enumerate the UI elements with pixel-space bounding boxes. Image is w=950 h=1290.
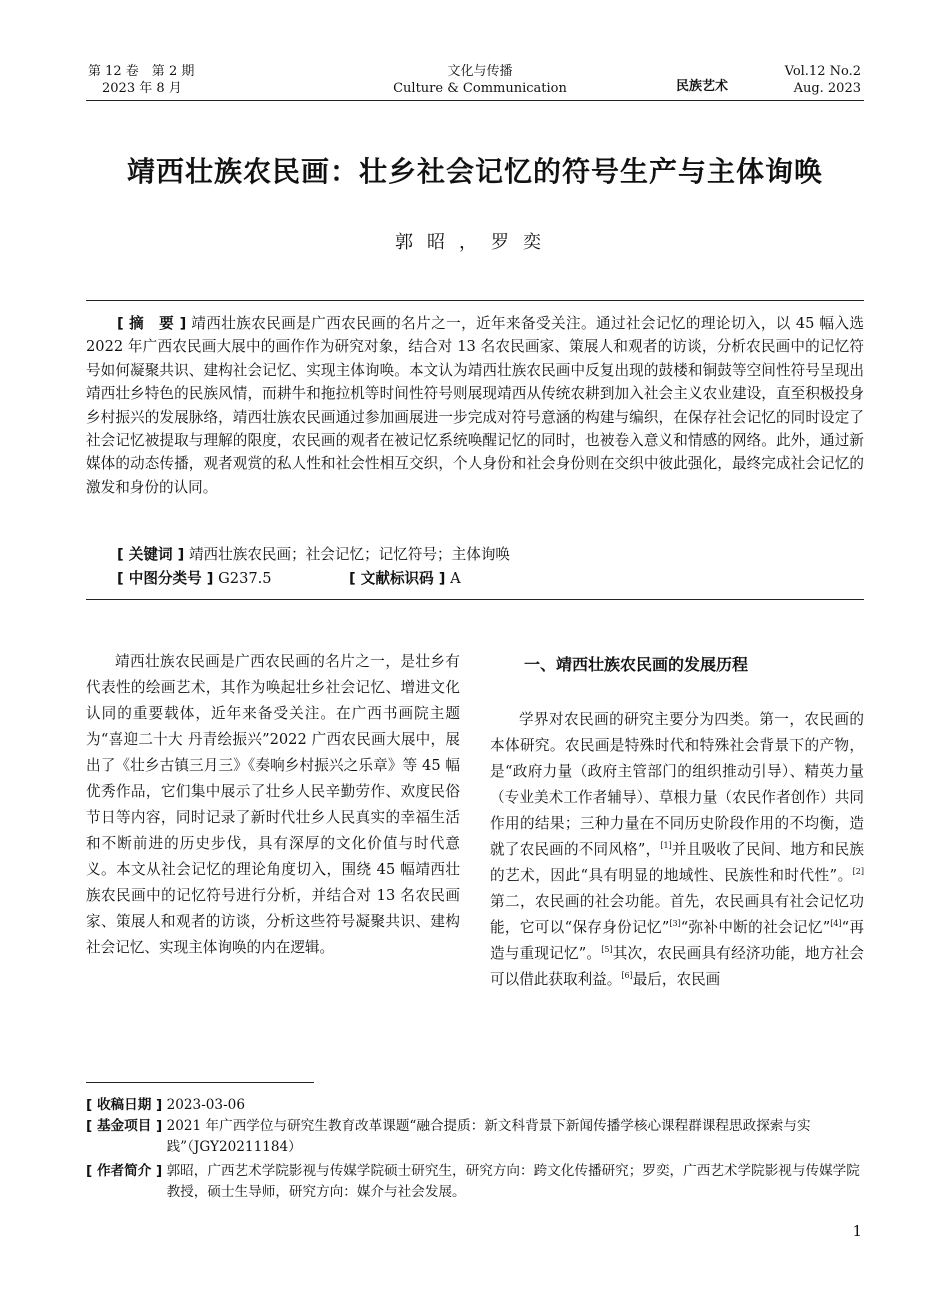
fund-value: 2021 年广西学位与研究生教育改革课题“融合提质：新文科背景下新闻传播学核心课程群课程思政探索与实践”（JGY20211184） [166,1118,811,1155]
clc-label: [ 中图分类号 ] [117,570,214,587]
author-bio-value: 郭昭，广西艺术学院影视与传媒学院硕士研究生，研究方向：跨文化传播研究；罗奕，广西艺术学院影视与传媒学院教授，硕士生导师，研究方向：媒介与社会发展。 [166,1163,860,1200]
intro-paragraph: 靖西壮族农民画是广西农民画的名片之一，是壮乡有代表性的绘画艺术，其作为唤起壮乡社会记忆、增进文化认同的重要载体，近年来备受关注。在广西书画院主题为“喜迎二十大 丹青绘振兴”2022 广西农民画大展中，展出了《壮乡古镇三月三》《奏响乡村振兴之乐章》等 45 幅优秀作品，它们集中展示了壮乡人民辛勤劳作、欢度民俗节日等内容，同时记录了新时代壮乡人民真实的幸福生活和不断前进的历史步伐，具有深厚的文化价值与时代意义。本文从社会记忆的理论角度切入，围绕 45 幅靖西壮族农民画中的记忆符号进行分析，并结合对 13 名农民画家、策展人和观者的访谈，分析这些符号凝聚共识、建构社会记忆、实现主体询唤的内在逻辑。 [86,653,460,956]
abstract-label: [ 摘 要 ] [117,315,187,332]
review-text-7: 最后，农民画 [632,971,721,988]
paper-title: 靖西壮族农民画：壮乡社会记忆的符号生产与主体询唤 [126,155,823,188]
volume-en-text: Vol.12 No.2 [784,64,861,79]
footnote-author [86,1161,864,1203]
date-en-text: Aug. 2023 [793,81,861,96]
footnote-fund [86,1116,864,1158]
volume-issue-text: 第 12 卷 第 2 期 [88,64,195,79]
doc-code-value: A [450,570,461,587]
review-text-2: 并且吸收了民间、地方和民族的艺术，因此“具有明显的地域性、民族性和时代性”。 [490,841,864,884]
author-bio-label: [ 作者简介 ] [86,1163,163,1179]
header-rule [86,100,864,101]
keywords [117,543,510,566]
review-text-3: 第二，农民画的社会功能。首先，农民画具有社会记忆功能，它可以“保存身份记忆” [490,893,864,936]
clc-value: G237.5 [218,570,272,587]
paper-authors: 郭昭，罗奕 [395,232,555,253]
journal-name-en: Culture & Communication [393,81,567,96]
received-label: [ 收稿日期 ] [86,1097,163,1113]
citation-6: [6] [621,971,633,981]
page-number: 1 [852,1222,862,1240]
abstract-top-rule [86,300,864,301]
section-heading: 一、靖西壮族农民画的发展历程 [524,655,749,674]
journal-name-cn: 文化与传播 [447,64,513,79]
doc-code-label: [ 文献标识码 ] [349,570,446,587]
literature-review-paragraph [490,707,864,993]
fund-label: [ 基金项目 ] [86,1118,163,1134]
citation-5: [5] [601,945,613,955]
citation-1: [1] [660,841,672,851]
received-value: 2023-03-06 [166,1097,245,1113]
abstract [86,312,864,499]
keywords-label: [ 关键词 ] [117,546,185,563]
review-text-1: 学界对农民画的研究主要分为四类。第一，农民画的本体研究。农民画是特殊时代和特殊社会背景下的产物，是“政府力量（政府主管部门的组织推动引导）、精英力量（专业美术工作者辅导）、草根力量（农民作者创作）共同作用的结果；三种力量在不同历史阶段作用的不均衡，造就了农民画的不同风格”， [490,711,864,858]
abstract-text: 靖西壮族农民画是广西农民画的名片之一，近年来备受关注。通过社会记忆的理论切入，以 45 幅入选 2022 年广西农民画大展中的画作作为研究对象，结合对 13 名农民画家、策展人和观者的访谈，分析农民画中的记忆符号如何凝聚共识、建构社会记忆、实现主体询唤。本文认为靖西壮族农民画中反复出现的鼓楼和铜鼓等空间性符号呈现出靖西壮乡特色的民族风情，而耕牛和拖拉机等时间性符号则展现靖西从传统农耕到加入社会主义农业建设，直至积极投身乡村振兴的发展脉络，靖西壮族农民画通过参加画展进一步完成对符号意涵的构建与编织，在保存社会记忆的同时设定了社会记忆被提取与理解的限度，农民画的观者在被记忆系统唤醒记忆的同时，也被卷入意义和情感的网络。此外，通过新媒体的动态传播，观者观赏的私人性和社会性相互交织，个人身份和社会身份则在交织中彼此强化，最终完成社会记忆的激发和身份的认同。 [86,315,864,496]
citation-4: [4] [830,919,842,929]
journal-volume-en [785,63,861,97]
footnote-received [86,1095,864,1116]
review-text-4: “弥补中断的社会记忆” [680,919,831,936]
journal-volume-issue [88,63,194,97]
citation-3: [3] [669,919,681,929]
keywords-text: 靖西壮族农民画；社会记忆；记忆符号；主体询唤 [188,546,511,563]
review-text-5: “再造与重现记忆”。 [490,919,864,962]
footnote-rule [86,1082,314,1083]
citation-2: [2] [852,867,864,877]
document-code [349,567,461,590]
clc-number [117,567,272,590]
abstract-bottom-rule [86,599,864,600]
section-label: 民族艺术 [676,79,729,94]
issue-date-text: 2023 年 8 月 [102,81,182,96]
journal-name [380,63,580,97]
review-text-6: 其次，农民画具有经济功能，地方社会可以借此获取利益。 [490,945,864,988]
